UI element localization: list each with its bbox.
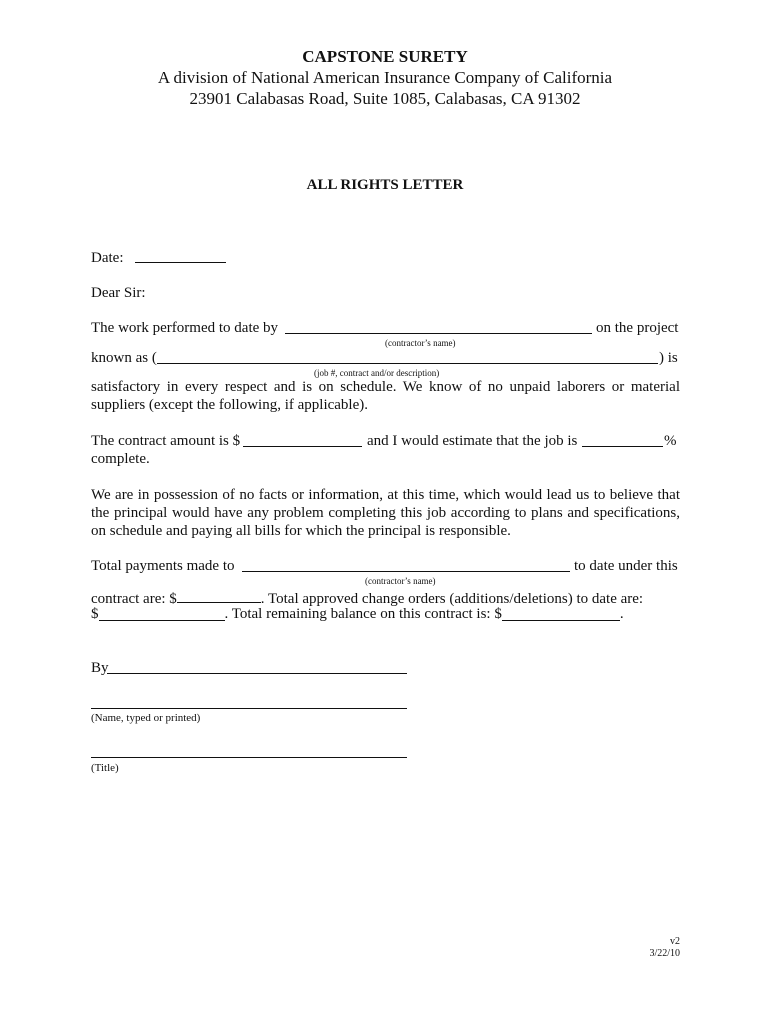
contractor-name-field[interactable] xyxy=(285,333,592,334)
date-field[interactable] xyxy=(135,262,226,263)
payments-contractor-caption: (contractor’s name) xyxy=(365,576,436,586)
remaining-balance-field[interactable] xyxy=(502,606,620,621)
payments-contractor-field[interactable] xyxy=(242,571,570,572)
contractor-caption: (contractor’s name) xyxy=(385,338,456,348)
company-name: CAPSTONE SURETY xyxy=(302,47,468,66)
remaining-balance-row xyxy=(91,606,680,623)
percent-complete-field[interactable] xyxy=(582,446,663,447)
salutation: Dear Sir: xyxy=(91,285,146,301)
title-field[interactable] xyxy=(91,757,407,758)
approved-changes-text: . Total approved change orders (additions/deletions) to date are: xyxy=(260,591,644,607)
is-text: ) is xyxy=(659,350,678,366)
change-orders-field[interactable] xyxy=(99,606,225,621)
contract-totals-row xyxy=(91,588,680,608)
percent-sign: % xyxy=(664,433,677,449)
remaining-balance-text: . Total remaining balance on this contract is: $ xyxy=(224,606,502,622)
complete-text: complete. xyxy=(91,451,150,467)
total-payments-lead: Total payments made to xyxy=(91,558,235,574)
job-description-field[interactable] xyxy=(157,363,658,364)
company-division: A division of National American Insurance Company of California xyxy=(157,68,613,87)
work-performed-lead: The work performed to date by xyxy=(91,320,279,336)
para3-line2: the principal would have any problem completing this job according to plans and specifications, xyxy=(91,505,680,521)
contract-are-text: contract are: $ xyxy=(91,591,177,607)
contract-are-group xyxy=(91,588,643,608)
signature-field[interactable] xyxy=(107,673,407,674)
known-as-text: known as ( xyxy=(91,350,157,366)
period: . xyxy=(619,606,624,622)
para3-line1: We are in possession of no facts or information, at this time, which would lead us to believe that xyxy=(91,487,680,503)
letter-title: ALL RIGHTS LETTER xyxy=(306,177,464,193)
job-caption: (job #, contract and/or description) xyxy=(314,368,440,378)
title-caption: (Title) xyxy=(91,762,119,774)
estimate-text: and I would estimate that the job is xyxy=(367,433,578,449)
name-caption: (Name, typed or printed) xyxy=(91,712,201,724)
contract-amount-field[interactable] xyxy=(243,446,362,447)
name-field[interactable] xyxy=(91,708,407,709)
para1-line4: suppliers (except the following, if applicable). xyxy=(91,397,368,413)
company-address: 23901 Calabasas Road, Suite 1085, Calabasas, CA 91302 xyxy=(189,89,581,108)
version-date: 3/22/10 xyxy=(649,948,680,959)
para3-line3: on schedule and paying all bills for which the principal is responsible. xyxy=(91,523,511,539)
date-label: Date: xyxy=(91,250,124,266)
para1-line3: satisfactory in every respect and is on schedule. We know of no unpaid laborers or material xyxy=(91,379,680,395)
contract-amount-lead: The contract amount is $ xyxy=(91,433,241,449)
payments-amount-field[interactable] xyxy=(177,588,261,603)
version-label: v2 xyxy=(670,936,680,947)
on-project-text: on the project xyxy=(596,320,679,336)
dollar-sign: $ xyxy=(91,606,99,622)
by-label: By xyxy=(91,660,109,676)
to-date-text: to date under this xyxy=(574,558,678,574)
